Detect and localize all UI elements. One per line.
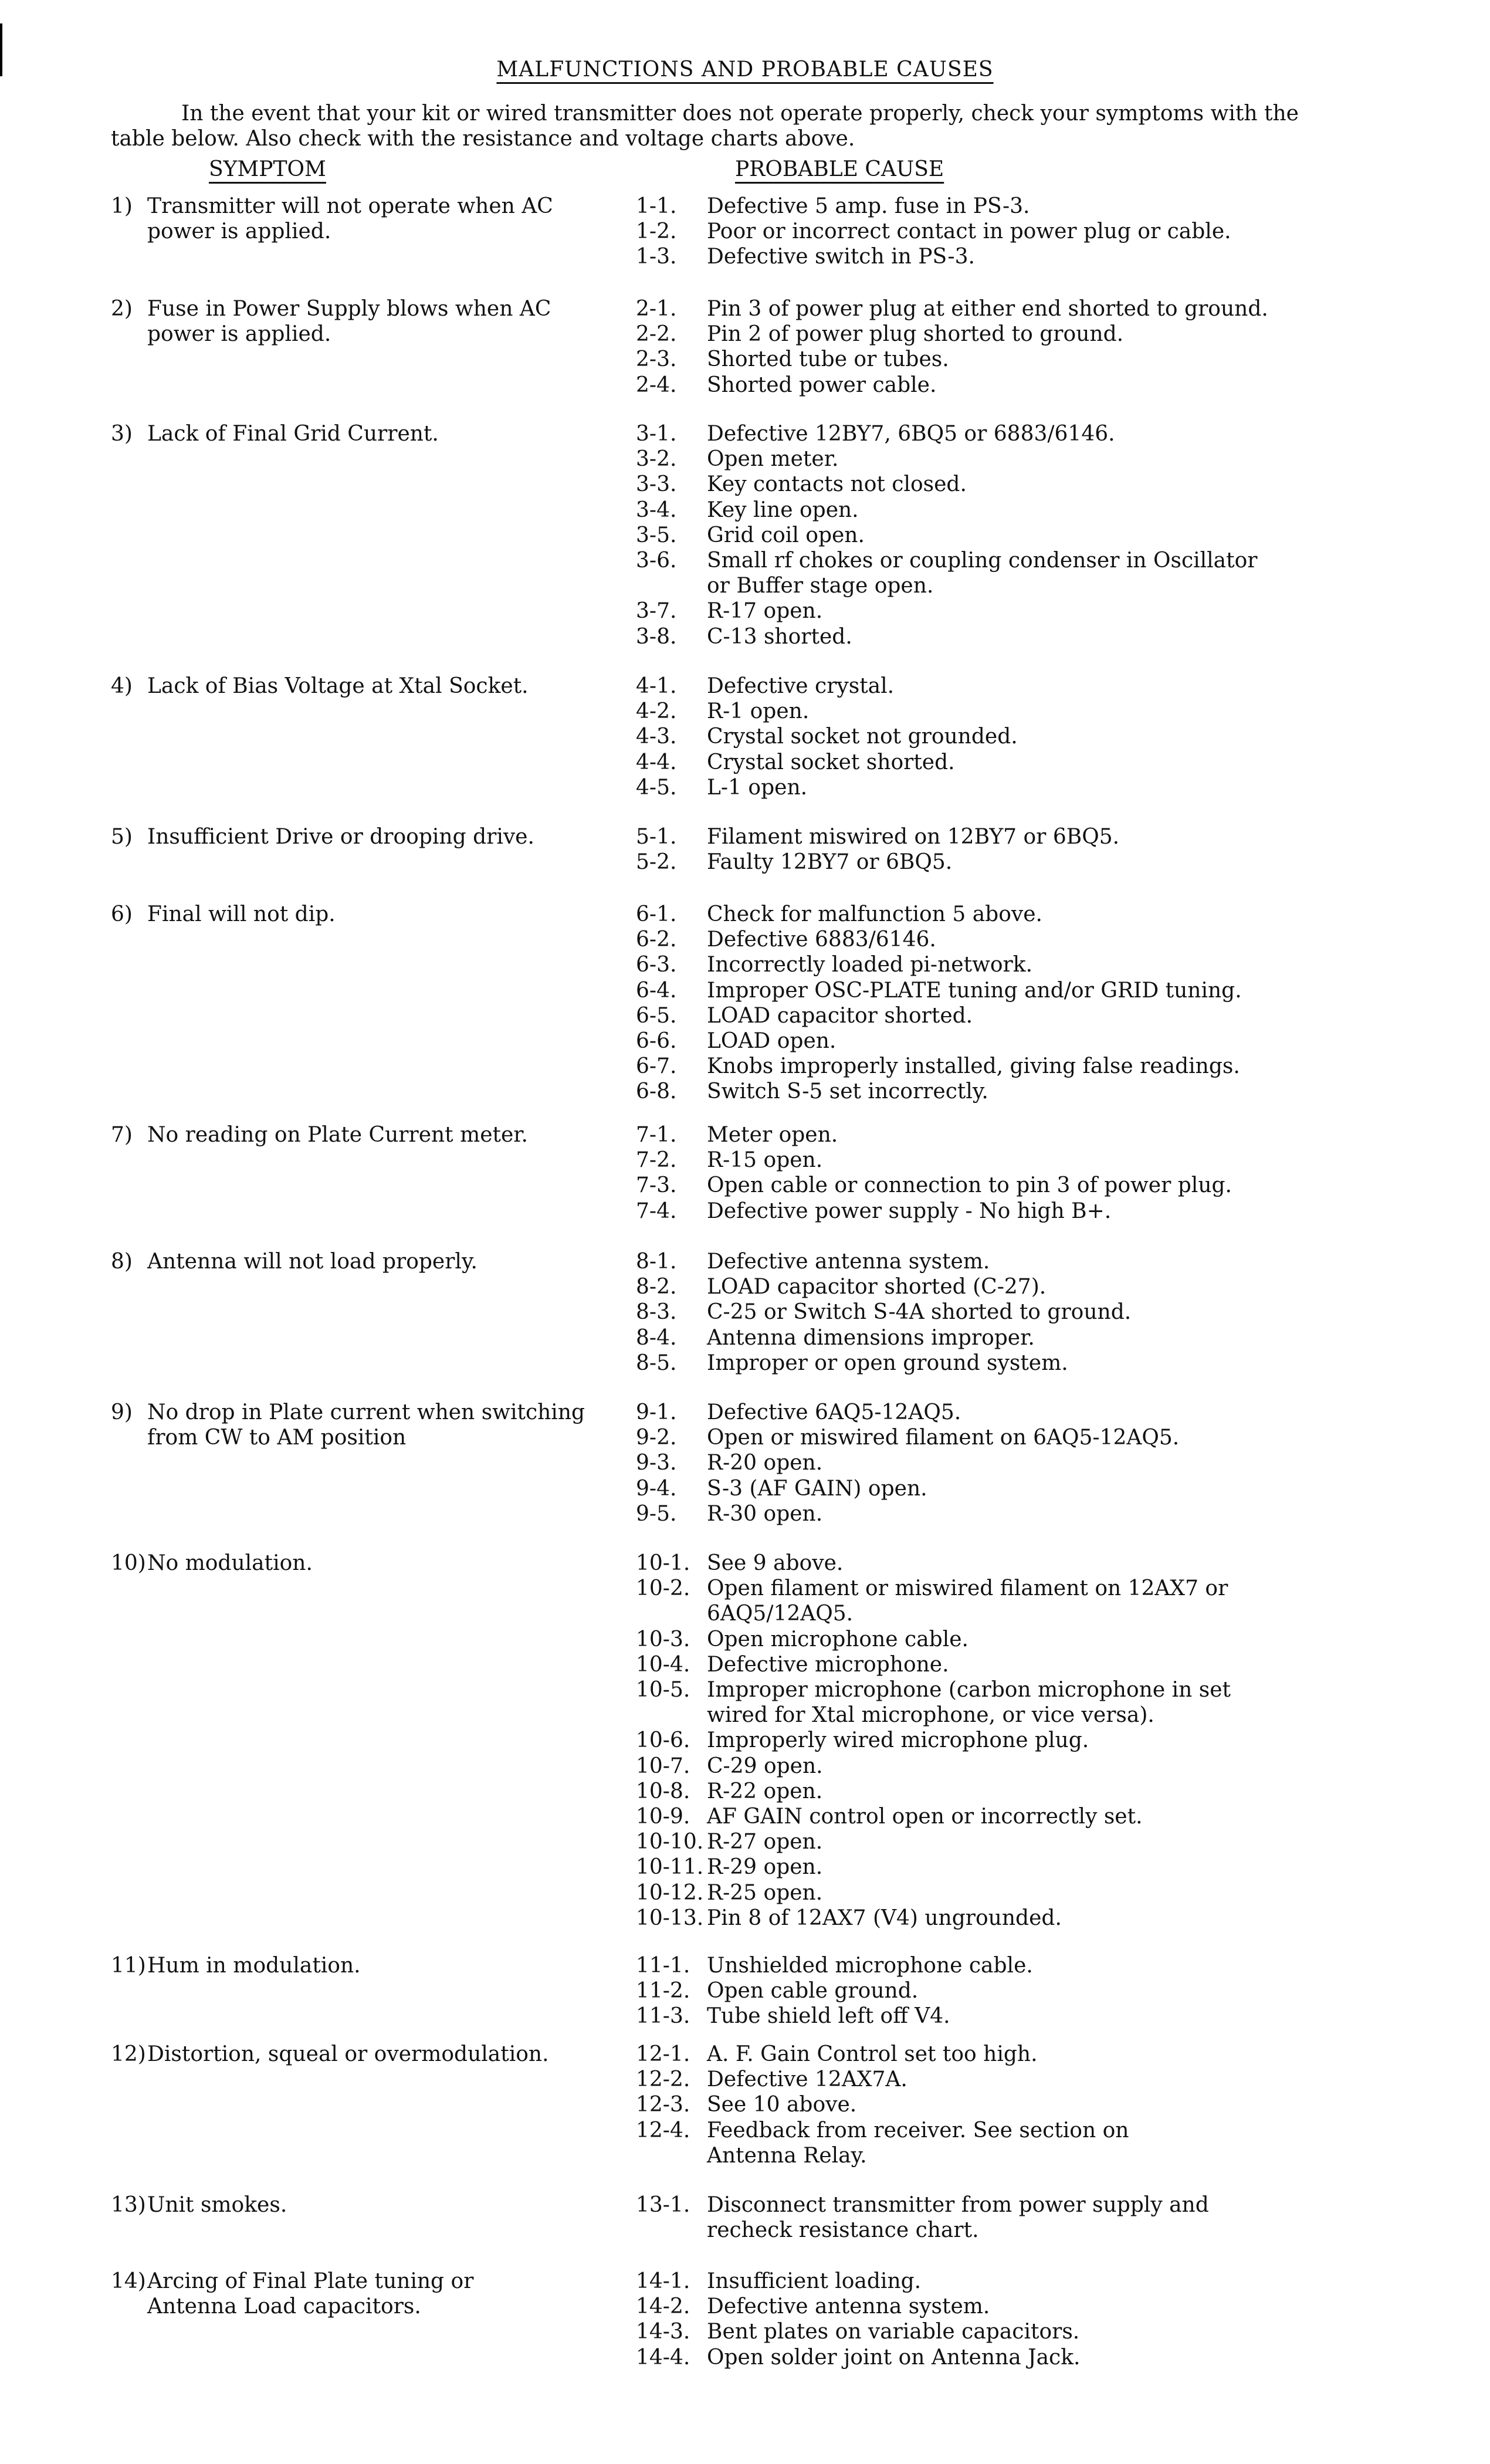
cause-item xyxy=(636,373,1381,398)
cause-text: LOAD capacitor shorted (C-27). xyxy=(707,1275,1047,1299)
cause-number: 8-2. xyxy=(636,1275,677,1299)
cause-number: 3-2. xyxy=(636,447,677,472)
cause-item xyxy=(636,1148,1381,1173)
cause-text: Crystal socket shorted. xyxy=(707,750,955,774)
cause-item xyxy=(636,1804,1381,1829)
symptom-number: 13) xyxy=(111,2193,146,2217)
cause-text: C-13 shorted. xyxy=(707,624,852,649)
cause-text: Incorrectly loaded pi-network. xyxy=(707,953,1033,977)
cause-number: 4-4. xyxy=(636,750,677,774)
cause-item xyxy=(636,927,1381,952)
cause-number: 10-10. xyxy=(636,1830,704,1854)
cause-number: 8-4. xyxy=(636,1325,677,1350)
cause-text: See 9 above. xyxy=(707,1551,844,1575)
symptom-text: Antenna will not load properly. xyxy=(147,1250,478,1274)
cause-number: 7-2. xyxy=(636,1148,677,1173)
symptom-number: 10) xyxy=(111,1551,146,1575)
cause-number: 9-2. xyxy=(636,1426,677,1450)
cause-number: 3-7. xyxy=(636,599,677,624)
cause-item xyxy=(636,1425,1381,1450)
symptom-text: Fuse in Power Supply blows when AC power is applied. xyxy=(147,297,551,347)
cause-number: 3-5. xyxy=(636,523,677,547)
cause-list xyxy=(636,194,1381,270)
symptom-header: SYMPTOM xyxy=(209,157,326,181)
cause-item xyxy=(636,2294,1381,2319)
probable-cause-header: PROBABLE CAUSE xyxy=(735,157,944,181)
cause-number: 8-5. xyxy=(636,1351,677,1375)
cause-number: 4-5. xyxy=(636,775,677,800)
cause-number: 1-1. xyxy=(636,194,677,218)
cause-number: 10-2. xyxy=(636,1576,690,1601)
cause-text: Open or miswired filament on 6AQ5-12AQ5. xyxy=(707,1426,1180,1450)
symptom-text: No modulation. xyxy=(147,1551,313,1575)
cause-item xyxy=(636,1953,1381,1978)
cause-item xyxy=(636,1054,1381,1079)
cause-text: Grid coil open. xyxy=(707,523,865,547)
cause-text: C-25 or Switch S-4A shorted to ground. xyxy=(707,1300,1132,1325)
cause-item xyxy=(636,1677,1381,1728)
cause-item xyxy=(636,978,1381,1003)
cause-number: 14-2. xyxy=(636,2294,690,2319)
symptom-number: 2) xyxy=(111,297,133,321)
cause-list xyxy=(636,1122,1381,1224)
cause-text: Defective antenna system. xyxy=(707,1250,990,1274)
cause-list xyxy=(636,2192,1381,2243)
symptom-number: 14) xyxy=(111,2269,146,2293)
cause-text: Defective microphone. xyxy=(707,1652,949,1677)
cause-item xyxy=(636,1754,1381,1779)
cause-text: Crystal socket not grounded. xyxy=(707,725,1018,749)
cause-item xyxy=(636,1249,1381,1274)
cause-number: 11-3. xyxy=(636,2004,690,2029)
symptom-text: Arcing of Final Plate tuning or Antenna Load capacitors. xyxy=(147,2269,474,2319)
cause-text: R-20 open. xyxy=(707,1451,823,1475)
symptom-text: No drop in Plate current when switching from CW to AM position xyxy=(147,1400,585,1450)
cause-number: 1-2. xyxy=(636,219,677,244)
cause-text: Defective 12AX7A. xyxy=(707,2067,907,2092)
cause-text: Open cable ground. xyxy=(707,1979,919,2003)
cause-text: R-17 open. xyxy=(707,599,823,624)
cause-text: Improper OSC-PLATE tuning and/or GRID tuning. xyxy=(707,978,1242,1003)
cause-number: 9-3. xyxy=(636,1451,677,1475)
cause-text: Feedback from receiver. See section on Antenna Relay. xyxy=(707,2118,1129,2168)
cause-item xyxy=(636,1501,1381,1527)
cause-text: Improperly wired microphone plug. xyxy=(707,1728,1089,1753)
cause-number: 6-8. xyxy=(636,1079,677,1104)
cause-text: Defective 12BY7, 6BQ5 or 6883/6146. xyxy=(707,422,1115,446)
cause-text: Key contacts not closed. xyxy=(707,472,967,497)
cause-text: AF GAIN control open or incorrectly set. xyxy=(707,1805,1143,1829)
cause-item xyxy=(636,446,1381,472)
cause-number: 6-1. xyxy=(636,902,677,926)
cause-item xyxy=(636,1576,1381,1626)
cause-number: 8-1. xyxy=(636,1250,677,1274)
cause-text: Knobs improperly installed, giving false readings. xyxy=(707,1054,1240,1079)
cause-text: Improper or open ground system. xyxy=(707,1351,1068,1375)
symptom-text: Insufficient Drive or drooping drive. xyxy=(147,825,534,849)
cause-number: 14-4. xyxy=(636,2345,690,2370)
cause-number: 7-4. xyxy=(636,1199,677,1223)
cause-item xyxy=(636,2192,1381,2243)
cause-item xyxy=(636,1854,1381,1880)
cause-item xyxy=(636,2345,1381,2370)
cause-item xyxy=(636,1325,1381,1351)
cause-item xyxy=(636,523,1381,548)
cause-list xyxy=(636,1400,1381,1527)
cause-text: Poor or incorrect contact in power plug or cable. xyxy=(707,219,1231,244)
cause-item xyxy=(636,1476,1381,1501)
cause-number: 3-1. xyxy=(636,422,677,446)
cause-list xyxy=(636,1953,1381,2029)
cause-item xyxy=(636,2067,1381,2092)
cause-item xyxy=(636,2042,1381,2067)
cause-text: Meter open. xyxy=(707,1123,838,1147)
cause-number: 10-6. xyxy=(636,1728,690,1753)
cause-text: Small rf chokes or coupling condenser in Oscillator or Buffer stage open. xyxy=(707,549,1258,598)
cause-item xyxy=(636,472,1381,497)
cause-number: 7-3. xyxy=(636,1173,677,1198)
cause-list xyxy=(636,824,1381,875)
cause-list xyxy=(636,2269,1381,2370)
cause-number: 11-1. xyxy=(636,1954,690,1978)
cause-text: Check for malfunction 5 above. xyxy=(707,902,1042,926)
cause-number: 9-4. xyxy=(636,1476,677,1501)
cause-item xyxy=(636,699,1381,724)
symptom-text: Unit smokes. xyxy=(147,2193,287,2217)
symptom-number: 5) xyxy=(111,825,133,849)
cause-text: Defective 6AQ5-12AQ5. xyxy=(707,1400,961,1424)
cause-text: Disconnect transmitter from power supply and recheck resistance chart. xyxy=(707,2193,1209,2243)
cause-item xyxy=(636,624,1381,649)
cause-number: 4-1. xyxy=(636,674,677,698)
cause-text: Open filament or miswired filament on 12AX7 or 6AQ5/12AQ5. xyxy=(707,1576,1228,1626)
cause-number: 12-1. xyxy=(636,2042,690,2066)
cause-number: 5-1. xyxy=(636,825,677,849)
cause-text: Pin 3 of power plug at either end shorted to ground. xyxy=(707,297,1268,321)
cause-item xyxy=(636,673,1381,699)
cause-item xyxy=(636,775,1381,800)
cause-number: 10-11. xyxy=(636,1855,704,1880)
cause-number: 10-4. xyxy=(636,1652,690,1677)
cause-number: 14-3. xyxy=(636,2320,690,2344)
cause-number: 10-1. xyxy=(636,1551,690,1575)
cause-list xyxy=(636,2042,1381,2168)
cause-item xyxy=(636,321,1381,347)
cause-item xyxy=(636,194,1381,219)
cause-list xyxy=(636,1551,1381,1931)
cause-number: 6-3. xyxy=(636,953,677,977)
symptom-text: Distortion, squeal or overmodulation. xyxy=(147,2042,549,2066)
cause-number: 12-2. xyxy=(636,2067,690,2092)
cause-number: 10-8. xyxy=(636,1779,690,1803)
cause-number: 9-1. xyxy=(636,1400,677,1424)
symptom-number: 1) xyxy=(111,194,133,218)
cause-item xyxy=(636,1028,1381,1054)
cause-item xyxy=(636,2118,1381,2168)
symptom-text: No reading on Plate Current meter. xyxy=(147,1123,529,1147)
cause-item xyxy=(636,952,1381,977)
cause-text: R-30 open. xyxy=(707,1501,823,1526)
cause-item xyxy=(636,724,1381,749)
cause-list xyxy=(636,902,1381,1105)
cause-text: Defective crystal. xyxy=(707,674,895,698)
cause-text: Filament miswired on 12BY7 or 6BQ5. xyxy=(707,825,1120,849)
symptom-text: Lack of Bias Voltage at Xtal Socket. xyxy=(147,674,529,698)
cause-item xyxy=(636,1003,1381,1028)
symptom-number: 3) xyxy=(111,422,133,446)
cause-text: Bent plates on variable capacitors. xyxy=(707,2320,1080,2344)
cause-item xyxy=(636,1728,1381,1753)
cause-item xyxy=(636,750,1381,775)
cause-number: 10-9. xyxy=(636,1805,690,1829)
cause-item xyxy=(636,1779,1381,1804)
cause-item xyxy=(636,849,1381,875)
cause-number: 3-3. xyxy=(636,472,677,497)
cause-item xyxy=(636,1274,1381,1299)
cause-item xyxy=(636,1173,1381,1198)
cause-text: Defective antenna system. xyxy=(707,2294,990,2319)
cause-item xyxy=(636,598,1381,624)
cause-number: 3-4. xyxy=(636,497,677,522)
cause-list xyxy=(636,673,1381,800)
cause-number: 7-1. xyxy=(636,1123,677,1147)
cause-list xyxy=(636,296,1381,398)
cause-text: R-25 open. xyxy=(707,1880,823,1905)
cause-item xyxy=(636,824,1381,849)
cause-number: 10-12. xyxy=(636,1880,704,1905)
symptom-number: 4) xyxy=(111,674,133,698)
cause-number: 6-7. xyxy=(636,1054,677,1079)
cause-item xyxy=(636,1122,1381,1148)
cause-text: R-27 open. xyxy=(707,1830,823,1854)
cause-text: Defective 5 amp. fuse in PS-3. xyxy=(707,194,1030,218)
cause-number: 1-3. xyxy=(636,245,677,269)
symptom-text: Hum in modulation. xyxy=(147,1954,361,1978)
cause-item xyxy=(636,497,1381,523)
cause-item xyxy=(636,296,1381,321)
cause-number: 5-2. xyxy=(636,850,677,875)
cause-item xyxy=(636,2003,1381,2029)
cause-number: 13-1. xyxy=(636,2193,690,2217)
cause-text: Open microphone cable. xyxy=(707,1627,968,1651)
cause-number: 6-5. xyxy=(636,1003,677,1028)
cause-text: Defective switch in PS-3. xyxy=(707,245,975,269)
cause-text: Faulty 12BY7 or 6BQ5. xyxy=(707,850,953,875)
cause-item xyxy=(636,1199,1381,1224)
cause-text: Open meter. xyxy=(707,447,839,472)
cause-item xyxy=(636,1905,1381,1931)
page-title xyxy=(0,57,1490,82)
cause-text: See 10 above. xyxy=(707,2093,857,2117)
cause-text: Defective power supply - No high B+. xyxy=(707,1199,1112,1223)
cause-number: 8-3. xyxy=(636,1300,677,1325)
cause-item xyxy=(636,219,1381,244)
cause-item xyxy=(636,1400,1381,1425)
cause-item xyxy=(636,1652,1381,1677)
cause-list xyxy=(636,1249,1381,1376)
cause-text: R-29 open. xyxy=(707,1855,823,1880)
cause-text: R-22 open. xyxy=(707,1779,823,1803)
cause-text: Shorted power cable. xyxy=(707,373,937,397)
cause-text: LOAD open. xyxy=(707,1029,837,1054)
cause-number: 2-3. xyxy=(636,347,677,372)
cause-text: Defective 6883/6146. xyxy=(707,928,936,952)
cause-item xyxy=(636,2269,1381,2294)
cause-text: Tube shield left off V4. xyxy=(707,2004,950,2029)
cause-number: 3-8. xyxy=(636,624,677,649)
cause-number: 4-2. xyxy=(636,699,677,724)
cause-text: Pin 2 of power plug shorted to ground. xyxy=(707,322,1124,347)
cause-number: 2-4. xyxy=(636,373,677,397)
cause-number: 6-4. xyxy=(636,978,677,1003)
cause-item xyxy=(636,1829,1381,1854)
cause-text: Pin 8 of 12AX7 (V4) ungrounded. xyxy=(707,1905,1062,1930)
cause-item xyxy=(636,1299,1381,1325)
cause-number: 2-1. xyxy=(636,297,677,321)
cause-item xyxy=(636,2319,1381,2344)
cause-text: Antenna dimensions improper. xyxy=(707,1325,1035,1350)
symptom-text: Transmitter will not operate when AC power is applied. xyxy=(147,194,553,244)
cause-text: S-3 (AF GAIN) open. xyxy=(707,1476,927,1501)
cause-text: Key line open. xyxy=(707,497,859,522)
symptom-number: 12) xyxy=(111,2042,146,2066)
cause-text: Open solder joint on Antenna Jack. xyxy=(707,2345,1081,2370)
symptom-number: 11) xyxy=(111,1954,146,1978)
cause-number: 6-2. xyxy=(636,928,677,952)
cause-item xyxy=(636,1880,1381,1905)
page-title-text: MALFUNCTIONS AND PROBABLE CAUSES xyxy=(496,57,994,82)
cause-text: Switch S-5 set incorrectly. xyxy=(707,1079,988,1104)
cause-item xyxy=(636,548,1381,598)
cause-list xyxy=(636,421,1381,649)
symptom-text: Lack of Final Grid Current. xyxy=(147,422,439,446)
cause-number: 3-6. xyxy=(636,549,677,573)
cause-number: 10-7. xyxy=(636,1754,690,1778)
cause-text: R-15 open. xyxy=(707,1148,823,1173)
cause-text: C-29 open. xyxy=(707,1754,823,1778)
symptom-number: 6) xyxy=(111,902,133,926)
cause-number: 14-1. xyxy=(636,2269,690,2293)
cause-text: Open cable or connection to pin 3 of power plug. xyxy=(707,1173,1232,1198)
cause-text: Insufficient loading. xyxy=(707,2269,922,2293)
cause-number: 9-5. xyxy=(636,1501,677,1526)
cause-item xyxy=(636,902,1381,927)
cause-item xyxy=(636,1079,1381,1104)
cause-text: R-1 open. xyxy=(707,699,810,724)
symptom-number: 9) xyxy=(111,1400,133,1424)
symptom-number: 7) xyxy=(111,1123,133,1147)
cause-number: 12-4. xyxy=(636,2118,690,2143)
cause-item xyxy=(636,1627,1381,1652)
cause-item xyxy=(636,1978,1381,2003)
cause-number: 11-2. xyxy=(636,1979,690,2003)
cause-number: 10-3. xyxy=(636,1627,690,1651)
cause-item xyxy=(636,347,1381,372)
cause-number: 2-2. xyxy=(636,322,677,347)
cause-item xyxy=(636,2092,1381,2117)
cause-number: 4-3. xyxy=(636,725,677,749)
symptom-number: 8) xyxy=(111,1250,133,1274)
intro-paragraph: In the event that your kit or wired transmitter does not operate properly, check your symptoms with the table below. Also check with the resistance and voltage charts above. xyxy=(111,101,1299,151)
cause-number: 10-5. xyxy=(636,1678,690,1703)
cause-item xyxy=(636,244,1381,269)
cause-text: Unshielded microphone cable. xyxy=(707,1954,1033,1978)
cause-text: LOAD capacitor shorted. xyxy=(707,1003,973,1028)
cause-number: 6-6. xyxy=(636,1029,677,1054)
cause-item xyxy=(636,1351,1381,1376)
cause-item xyxy=(636,1551,1381,1576)
cause-item xyxy=(636,1450,1381,1475)
cause-text: Improper microphone (carbon microphone in set wired for Xtal microphone, or vice versa). xyxy=(707,1678,1231,1728)
cause-number: 10-13. xyxy=(636,1905,704,1930)
cause-text: Shorted tube or tubes. xyxy=(707,347,949,372)
cause-text: A. F. Gain Control set too high. xyxy=(707,2042,1038,2066)
cause-text: L-1 open. xyxy=(707,775,808,800)
cause-number: 12-3. xyxy=(636,2093,690,2117)
cause-item xyxy=(636,421,1381,446)
symptom-text: Final will not dip. xyxy=(147,902,336,926)
